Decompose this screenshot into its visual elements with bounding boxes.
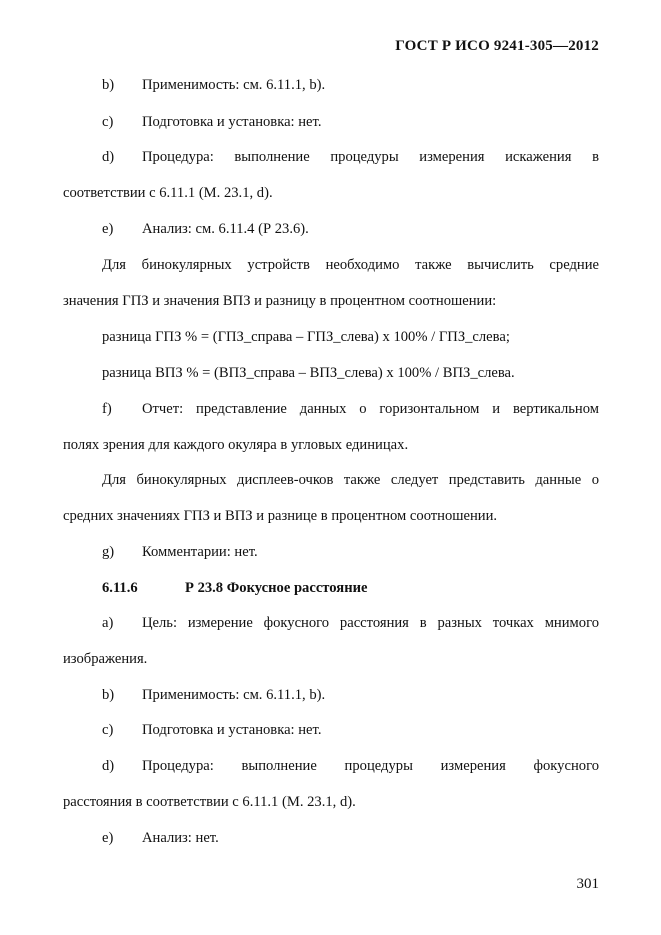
- item-continuation: полях зрения для каждого окуляра в угловых единицах.: [63, 437, 409, 453]
- item-marker: b): [102, 687, 115, 703]
- item-continuation: изображения.: [63, 651, 148, 667]
- page-number: 301: [576, 876, 599, 892]
- item-text: Подготовка и установка: нет.: [142, 722, 322, 738]
- paragraph-line: средних значениях ГПЗ и ВПЗ и разнице в процентном соотношении.: [63, 508, 498, 524]
- item-text: Процедура: выполнение процедуры измерения фокусного: [142, 758, 599, 774]
- item-marker: d): [102, 758, 115, 774]
- formula-gpz: разница ГПЗ % = (ГПЗ_справа – ГПЗ_слева) х 100% / ГПЗ_слева;: [102, 329, 510, 345]
- list-item-c: [102, 721, 599, 739]
- item-text: Отчет: представление данных о горизонтальном и вертикальном: [142, 401, 599, 417]
- list-item-c: [102, 113, 599, 131]
- item-marker: e): [102, 221, 114, 237]
- section-title: Р 23.8 Фокусное расстояние: [185, 580, 368, 596]
- item-marker: d): [102, 149, 115, 165]
- section-heading: [102, 579, 599, 597]
- item-marker: g): [102, 544, 115, 560]
- item-text: Применимость: см. 6.11.1, b).: [142, 77, 326, 93]
- item-text: Процедура: выполнение процедуры измерения искажения в: [142, 149, 599, 165]
- item-text: Комментарии: нет.: [142, 544, 258, 560]
- list-item-d: [102, 148, 599, 166]
- list-item-g: [102, 543, 599, 561]
- formula-vpz: разница ВПЗ % = (ВПЗ_справа – ВПЗ_слева) х 100% / ВПЗ_слева.: [102, 365, 515, 381]
- item-marker: e): [102, 830, 114, 846]
- paragraph-line: Для бинокулярных дисплеев-очков также следует представить данные о: [102, 472, 599, 488]
- item-marker: c): [102, 114, 114, 130]
- item-marker: b): [102, 77, 115, 93]
- item-text: Анализ: см. 6.11.4 (Р 23.6).: [142, 221, 309, 237]
- paragraph-line: значения ГПЗ и значения ВПЗ и разницу в процентном соотношении:: [63, 293, 497, 309]
- list-item-a: [102, 614, 599, 632]
- paragraph-line: Для бинокулярных устройств необходимо также вычислить средние: [102, 257, 599, 273]
- item-text: Применимость: см. 6.11.1, b).: [142, 687, 326, 703]
- list-item-e: [102, 220, 599, 238]
- list-item-f: [102, 400, 599, 418]
- item-text: Цель: измерение фокусного расстояния в разных точках мнимого: [142, 615, 599, 631]
- document-header: ГОСТ Р ИСО 9241-305—2012: [395, 38, 599, 54]
- list-item-e: [102, 829, 599, 847]
- item-marker: a): [102, 615, 114, 631]
- item-marker: f): [102, 401, 112, 417]
- list-item-b: [102, 76, 599, 94]
- item-continuation: соответствии с 6.11.1 (М. 23.1, d).: [63, 185, 273, 201]
- section-number: 6.11.6: [102, 580, 138, 596]
- item-continuation: расстояния в соответствии с 6.11.1 (М. 23.1, d).: [63, 794, 356, 810]
- list-item-b: [102, 686, 599, 704]
- item-text: Анализ: нет.: [142, 830, 219, 846]
- list-item-d: [102, 757, 599, 775]
- item-text: Подготовка и установка: нет.: [142, 114, 322, 130]
- item-marker: c): [102, 722, 114, 738]
